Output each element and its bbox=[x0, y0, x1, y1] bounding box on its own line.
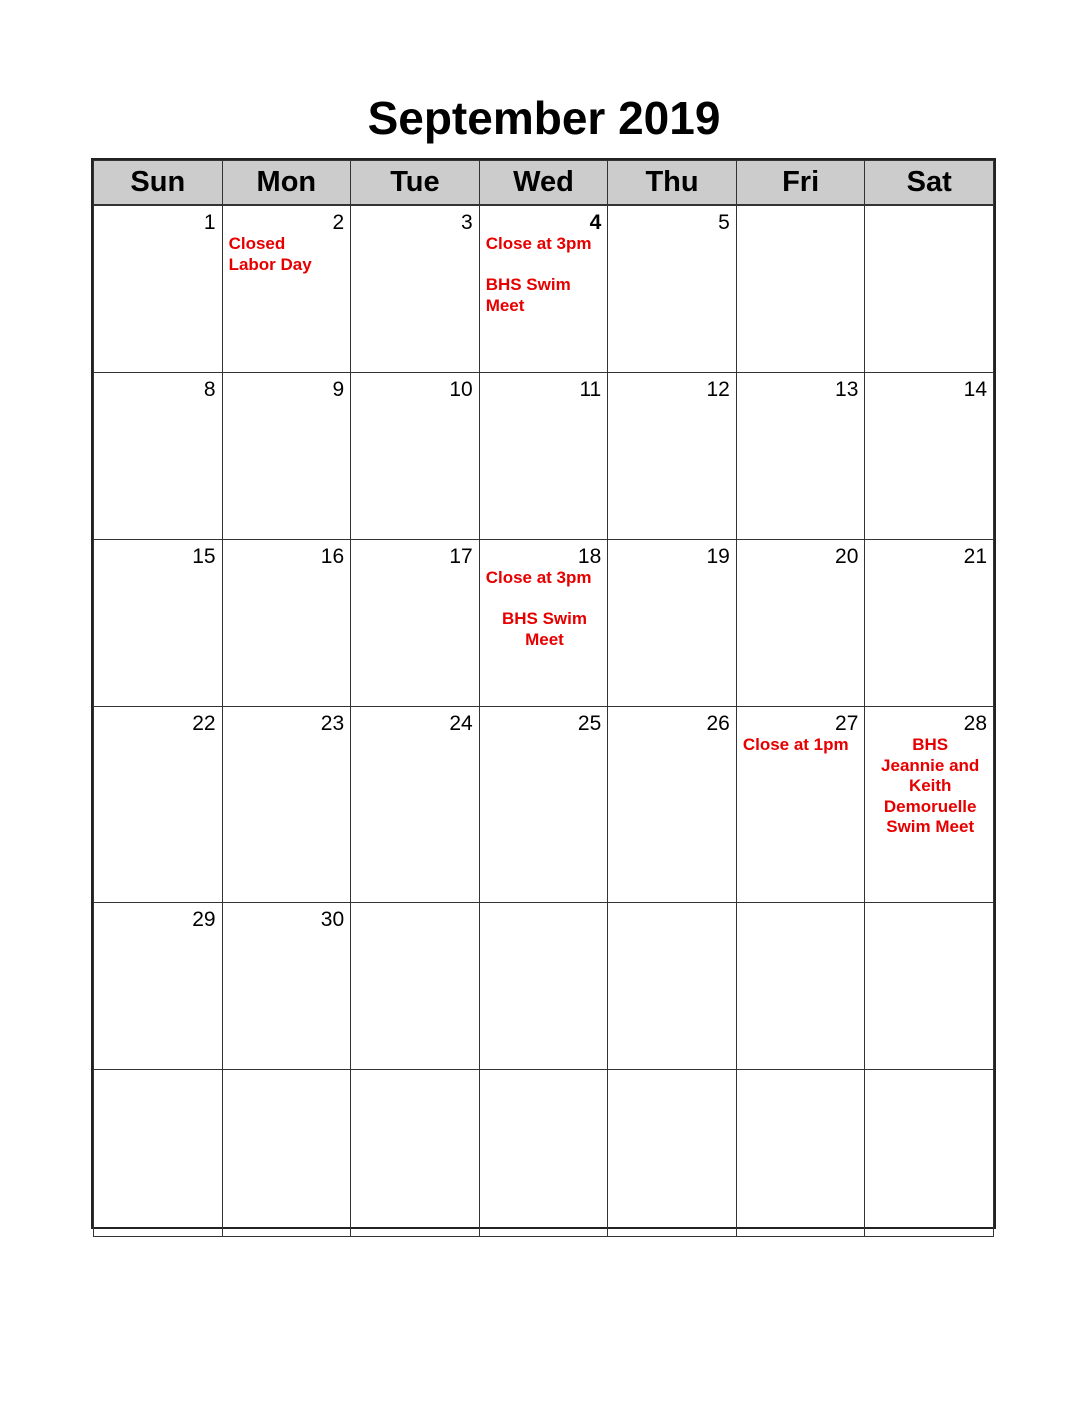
day-number: 3 bbox=[461, 211, 473, 234]
event-line: Meet bbox=[485, 295, 525, 315]
day-number bbox=[351, 903, 479, 931]
day-number bbox=[865, 903, 993, 931]
day-number bbox=[737, 1070, 865, 1098]
weekday-header: Fri bbox=[736, 161, 865, 206]
event-note bbox=[737, 735, 865, 756]
week-row bbox=[94, 205, 994, 373]
day-cell[interactable] bbox=[222, 1070, 351, 1237]
day-cell[interactable] bbox=[351, 903, 480, 1070]
event-line: Meet bbox=[525, 629, 564, 649]
weekday-header: Mon bbox=[222, 161, 351, 206]
day-number bbox=[608, 1070, 736, 1098]
day-number: 18 bbox=[577, 545, 602, 568]
day-number: 1 bbox=[203, 211, 216, 234]
week-row bbox=[94, 707, 994, 903]
day-cell[interactable] bbox=[608, 205, 737, 373]
day-number: 30 bbox=[320, 908, 345, 931]
calendar-title: September 2019 bbox=[367, 92, 721, 144]
event-line: Swim Meet bbox=[886, 817, 975, 836]
day-cell[interactable] bbox=[608, 903, 737, 1070]
day-number bbox=[480, 1070, 608, 1098]
day-cell[interactable] bbox=[94, 205, 223, 373]
day-cell[interactable] bbox=[736, 205, 865, 373]
day-cell[interactable] bbox=[608, 373, 737, 540]
day-cell[interactable] bbox=[608, 540, 737, 707]
day-number bbox=[865, 1070, 993, 1098]
week-row bbox=[94, 540, 994, 707]
day-cell[interactable] bbox=[608, 1070, 737, 1237]
day-cell[interactable] bbox=[736, 707, 865, 903]
day-number bbox=[223, 1070, 351, 1098]
day-number: 28 bbox=[963, 712, 987, 735]
week-row bbox=[94, 903, 994, 1070]
day-number: 2 bbox=[332, 211, 345, 234]
week-row bbox=[94, 373, 994, 540]
day-cell[interactable] bbox=[222, 373, 351, 540]
day-number: 12 bbox=[706, 378, 730, 401]
month-table bbox=[93, 160, 994, 1237]
event-note bbox=[480, 568, 608, 650]
day-number: 10 bbox=[449, 378, 473, 401]
day-number bbox=[608, 903, 736, 931]
day-number: 20 bbox=[835, 545, 859, 568]
day-number: 24 bbox=[449, 712, 473, 735]
day-cell[interactable] bbox=[479, 903, 608, 1070]
day-cell[interactable] bbox=[222, 205, 351, 373]
event-line: BHS bbox=[912, 735, 949, 754]
day-cell[interactable] bbox=[736, 373, 865, 540]
day-number: 19 bbox=[706, 545, 730, 568]
day-cell[interactable] bbox=[479, 205, 608, 373]
day-cell[interactable] bbox=[351, 205, 480, 373]
day-number bbox=[480, 903, 608, 931]
event-line: Demoruelle bbox=[883, 796, 977, 816]
event-line: Keith bbox=[908, 776, 952, 795]
event-line: Closed bbox=[228, 234, 286, 253]
event-line: Jeannie and bbox=[881, 755, 980, 775]
day-number: 8 bbox=[203, 378, 216, 401]
day-cell[interactable] bbox=[736, 903, 865, 1070]
day-cell[interactable] bbox=[865, 1070, 994, 1237]
day-number: 25 bbox=[577, 712, 602, 735]
day-number bbox=[351, 1070, 479, 1098]
day-cell[interactable] bbox=[94, 707, 223, 903]
day-cell[interactable] bbox=[736, 540, 865, 707]
day-cell[interactable] bbox=[222, 540, 351, 707]
day-number: 27 bbox=[835, 712, 859, 735]
event-gap bbox=[486, 255, 604, 276]
day-number: 26 bbox=[706, 712, 730, 735]
day-cell[interactable] bbox=[222, 707, 351, 903]
weekday-header: Sun bbox=[94, 161, 223, 206]
weekday-header: Sat bbox=[865, 161, 994, 206]
day-number bbox=[737, 903, 865, 931]
day-cell[interactable] bbox=[94, 373, 223, 540]
day-cell[interactable] bbox=[865, 373, 994, 540]
event-line: Close at 1pm bbox=[742, 735, 849, 754]
event-line: BHS Swim bbox=[501, 609, 587, 628]
day-number: 14 bbox=[963, 378, 987, 401]
day-number: 9 bbox=[332, 378, 345, 401]
day-cell[interactable] bbox=[94, 903, 223, 1070]
day-cell[interactable] bbox=[865, 540, 994, 707]
day-number: 22 bbox=[192, 712, 216, 735]
event-line: Labor Day bbox=[228, 254, 312, 274]
day-number: 16 bbox=[320, 545, 345, 568]
day-number: 4 bbox=[589, 211, 602, 234]
day-number: 13 bbox=[835, 378, 859, 401]
day-number: 5 bbox=[718, 211, 730, 234]
day-cell[interactable] bbox=[865, 903, 994, 1070]
event-line: Close at 3pm bbox=[485, 234, 592, 253]
day-number bbox=[865, 206, 993, 234]
day-number bbox=[737, 206, 865, 234]
day-number: 23 bbox=[320, 712, 345, 735]
day-number: 17 bbox=[449, 545, 473, 568]
week-row bbox=[94, 1070, 994, 1237]
day-cell[interactable] bbox=[351, 373, 480, 540]
day-cell[interactable] bbox=[479, 707, 608, 903]
event-gap bbox=[486, 589, 604, 610]
event-note bbox=[480, 234, 608, 316]
day-cell[interactable] bbox=[351, 540, 480, 707]
day-cell[interactable] bbox=[94, 540, 223, 707]
weekday-header-row bbox=[94, 161, 994, 206]
day-cell[interactable] bbox=[479, 540, 608, 707]
day-cell[interactable] bbox=[608, 707, 737, 903]
day-cell[interactable] bbox=[865, 205, 994, 373]
weekday-header: Wed bbox=[479, 161, 608, 206]
day-cell[interactable] bbox=[479, 373, 608, 540]
weekday-header: Tue bbox=[351, 161, 480, 206]
day-cell[interactable] bbox=[351, 1070, 480, 1237]
day-cell[interactable] bbox=[479, 1070, 608, 1237]
day-cell[interactable] bbox=[222, 903, 351, 1070]
day-number: 21 bbox=[963, 545, 987, 568]
day-cell[interactable] bbox=[94, 1070, 223, 1237]
day-number: 29 bbox=[192, 908, 216, 931]
day-cell[interactable] bbox=[736, 1070, 865, 1237]
day-number: 11 bbox=[579, 378, 602, 401]
event-note bbox=[865, 735, 993, 838]
day-number bbox=[94, 1070, 222, 1098]
event-line: BHS Swim bbox=[485, 275, 571, 294]
event-note bbox=[223, 234, 351, 275]
event-line: Close at 3pm bbox=[485, 568, 592, 587]
calendar-grid bbox=[91, 158, 996, 1229]
day-cell[interactable] bbox=[351, 707, 480, 903]
weekday-header: Thu bbox=[608, 161, 737, 206]
day-number: 15 bbox=[192, 545, 216, 568]
day-cell[interactable] bbox=[865, 707, 994, 903]
